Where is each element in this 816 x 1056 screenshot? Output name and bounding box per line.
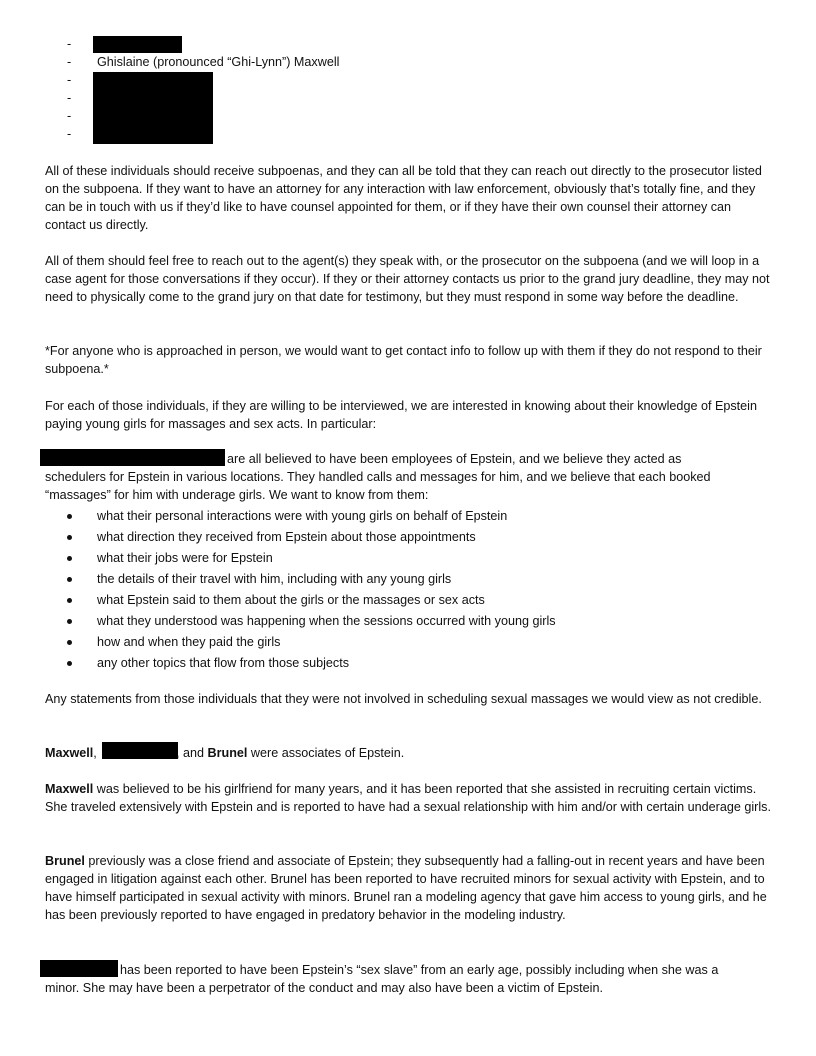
paragraph-contact [45,252,773,306]
bullet-dot-icon [67,556,72,561]
bullet-text: what their jobs were for Epstein [97,551,273,565]
paragraph-text: are all believed to have been employees of Epstein, and we believe they acted as [227,452,682,466]
bold-name: Brunel [207,746,248,760]
bullet-text: any other topics that flow from those subjects [97,656,349,670]
paragraph-not-credible [45,690,773,708]
redaction-block [40,960,118,977]
bullet-text: what their personal interactions were with young girls on behalf of Epstein [97,509,508,523]
paragraph-text: previously was a close friend and associate of Epstein; they subsequently had a falling-out in recent years and have been engaged in litigation against each other. Brunel has been reported to have recruited minors for sexual activity with Epstein, and to have himself participated in sexual activity with minors. Brunel ran a modeling agency that gave him access to young girls, and he has been previously reported to have engaged in predatory behavior in the modeling industry. [45,854,767,922]
associates-line-rest [176,744,404,762]
paragraph-text: minor. She may have been a perpetrator of the conduct and may also have been a victim of Epstein. [45,981,603,995]
redaction-block [93,72,213,144]
redaction-block [40,449,225,466]
list-item-maxwell: Ghislaine (pronounced “Ghi-Lynn”) Maxwell [97,55,340,69]
paragraph-text: All of them should feel free to reach out to the agent(s) they speak with, or the prosecutor on the subpoena (and we will loop in a case agent for those conversations if they occur). If they or their attorney contacts us prior to the grand jury deadline, they may not need to physically come to the grand jury on that date for testimony, but they must respond in some way before the deadline. [45,254,770,304]
list-dash: - [67,109,72,123]
paragraph-text: *For anyone who is approached in person, we would want to get contact info to follow up with them if they do not respond to their subpoena.* [45,344,762,376]
bold-name: Brunel [45,854,85,868]
paragraph-text: were associates of Epstein. [247,746,405,760]
bullet-text: how and when they paid the girls [97,635,281,649]
list-dash: - [67,127,72,141]
list-dash: - [67,91,72,105]
list-dash: - [67,37,72,51]
paragraph-employees [45,468,773,504]
bullet-dot-icon [67,577,72,582]
bullet-dot-icon [67,535,72,540]
redaction-block [102,742,178,759]
bullet-text: the details of their travel with him, including with any young girls [97,572,452,586]
paragraph-subpoenas [45,162,773,234]
paragraph-approach-note [45,342,773,378]
paragraph-text: has been reported to have been Epstein’s “sex slave” from an early age, possibly including when she was a [120,963,719,977]
paragraph-text: was believed to be his girlfriend for many years, and it has been reported that she assisted in recruiting certain victims. She traveled extensively with Epstein and is reported to have had a sexual relationship with him and/or with certain underage girls. [45,782,771,814]
bullet-dot-icon [67,514,72,519]
paragraph-maxwell [45,780,773,816]
paragraph-text: For each of those individuals, if they are willing to be interviewed, we are interested in knowing about their knowledge of Epstein paying young girls for massages and sex acts. In particular: [45,399,757,431]
paragraph-text: schedulers for Epstein in various locations. They handled calls and messages for him, and we believe that each booked “massages” for him with underage girls. We want to know from them: [45,470,711,502]
bold-name: Maxwell [45,746,94,760]
list-dash: - [67,73,72,87]
paragraph-text: , and [176,746,208,760]
paragraph-text: , [93,746,97,760]
bullet-dot-icon [67,619,72,624]
bullet-text: what direction they received from Epstein about those appointments [97,530,476,544]
bullet-dot-icon [67,598,72,603]
list-dash: - [67,55,72,69]
bold-name: Maxwell [45,782,94,796]
bullet-dot-icon [67,661,72,666]
bullet-text: what Epstein said to them about the girls or the massages or sex acts [97,593,485,607]
associates-line [45,744,97,762]
paragraph-text: All of these individuals should receive subpoenas, and they can all be told that they can reach out directly to the prosecutor listed on the subpoena. If they want to have an attorney for any interaction with law enforcement, obviously that’s totally fine, and they can be in touch with us if they’d like to have counsel appointed for them, or if they have their own counsel their attorney can contact us directly. [45,164,762,232]
bullet-text: what they understood was happening when the sessions occurred with young girls [97,614,556,628]
bullet-dot-icon [67,640,72,645]
paragraph-text: Any statements from those individuals that they were not involved in scheduling sexual massages we would view as not credible. [45,692,762,706]
paragraph-brunel [45,852,773,924]
paragraph-interview [45,397,773,433]
redaction-block [93,36,182,53]
